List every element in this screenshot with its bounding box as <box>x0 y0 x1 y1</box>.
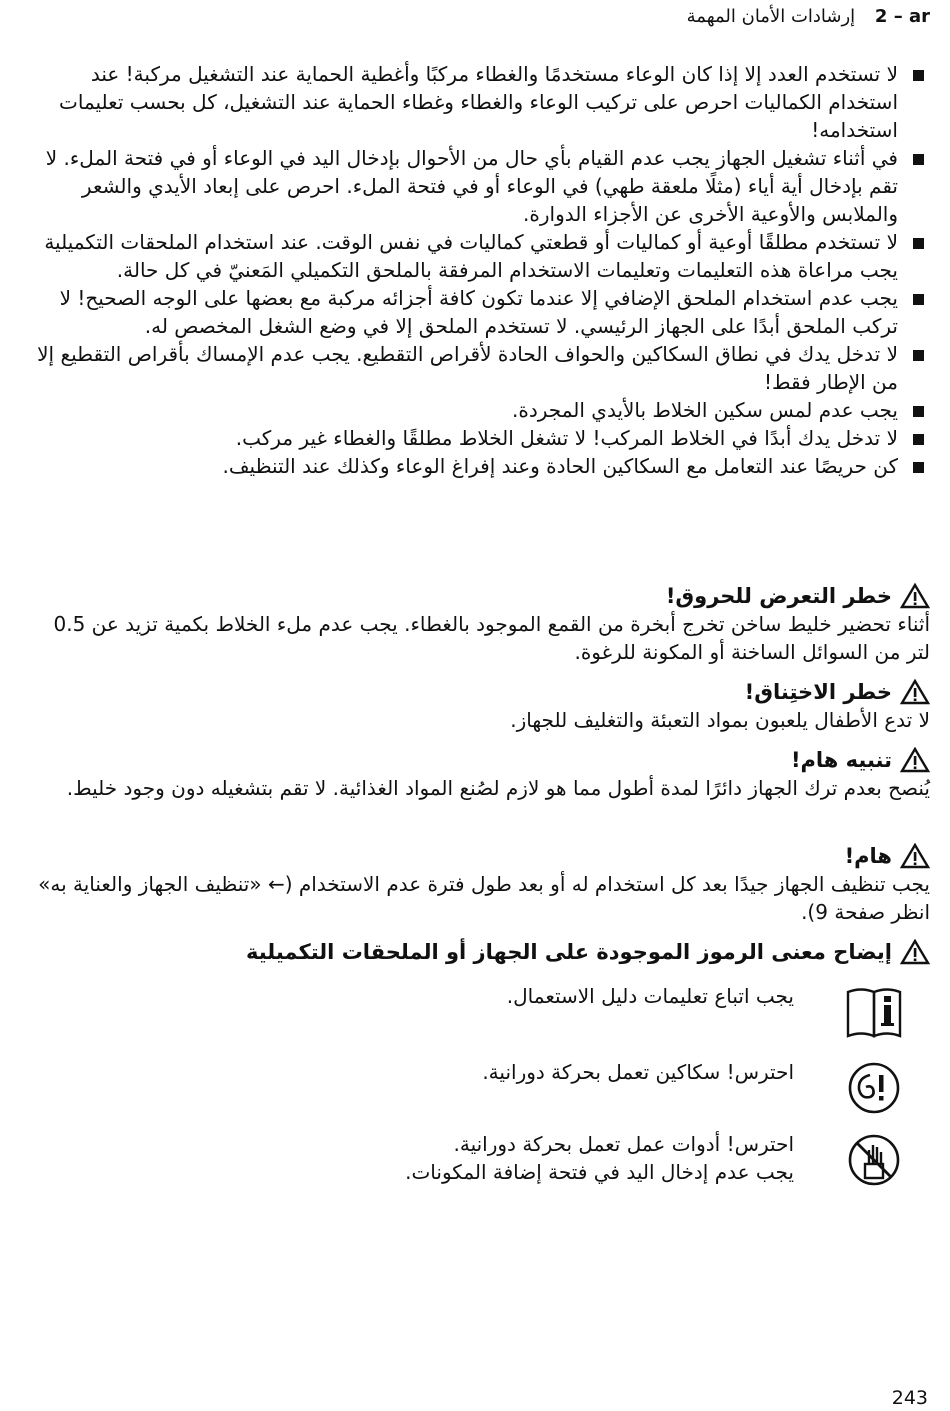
warning-triangle-icon <box>900 939 930 965</box>
bullet-square-icon <box>913 70 924 81</box>
page-number: 243 <box>891 1387 928 1409</box>
symbol-description: احترس! أدوات عمل تعمل بحركة دورانية. يجب عدم إدخال اليد في فتحة إضافة المكونات. <box>405 1132 794 1184</box>
safety-bullet-list <box>30 60 930 480</box>
symbol-description: يجب اتباع تعليمات دليل الاستعمال. <box>506 984 794 1008</box>
page-header <box>30 6 930 30</box>
section-title: إرشادات الأمان المهمة <box>686 6 856 27</box>
symbols-explanation-heading <box>30 938 930 966</box>
suffocation-hazard-warning <box>30 678 930 734</box>
warning-triangle-icon <box>900 583 930 609</box>
cleaning-notice-warning <box>30 842 930 926</box>
warning-title: هام! <box>844 844 892 868</box>
bullet-square-icon <box>913 434 924 445</box>
warning-text: أثناء تحضير خليط ساخن تخرج أبخرة من القمع الموجود بالغطاء. يجب عدم ملء الخلاط بكمية تزيد عن 0.5 لتر من السوائل الساخنة أو المكونة للرغوة. <box>53 612 930 664</box>
warning-title: خطر التعرض للحروق! <box>665 584 892 608</box>
warning-title: تنبيه هام! <box>790 748 892 772</box>
burn-hazard-warning <box>30 582 930 666</box>
warning-triangle-icon <box>900 747 930 773</box>
bullet-square-icon <box>913 406 924 417</box>
bullet-square-icon <box>913 238 924 249</box>
warning-text: لا تدع الأطفال يلعبون بمواد التعبئة والتغليف للجهاز. <box>510 708 930 732</box>
bullet-square-icon <box>913 350 924 361</box>
warning-triangle-icon <box>900 679 930 705</box>
bullet-square-icon <box>913 154 924 165</box>
important-notice-warning <box>30 746 930 802</box>
symbol-description: احترس! سكاكين تعمل بحركة دورانية. <box>482 1060 794 1084</box>
rotating-blades-icon <box>844 1058 904 1118</box>
list-item: يجب عدم استخدام الملحق الإضافي إلا عندما تكون كافة أجزائه مركبة مع بعضها على الوجه الصحيح! لا تركب الملحق أبدًا على الجهاز الرئيسي. لا تستخدم الملحق إلا في وضع الشغل المخصص له. <box>30 284 930 340</box>
manual-info-icon <box>844 982 904 1042</box>
section-number: 2 – ar <box>874 6 930 27</box>
list-item: لا تدخل يدك أبدًا في الخلاط المركب! لا تشغل الخلاط مطلقًا والغطاء غير مركب. <box>30 424 930 452</box>
list-item: لا تدخل يدك في نطاق السكاكين والحواف الحادة لأقراص التقطيع. يجب عدم الإمساك بأقراص التقطيع إلا من الإطار فقط! <box>30 340 930 396</box>
warning-text: يجب تنظيف الجهاز جيدًا بعد كل استخدام له أو بعد طول فترة عدم الاستخدام (← «تنظيف الجهاز والعناية به» انظر صفحة 9). <box>38 872 930 924</box>
list-item: كن حريصًا عند التعامل مع السكاكين الحادة وعند إفراغ الوعاء وكذلك عند التنظيف. <box>30 452 930 480</box>
warning-text: يُنصح بعدم ترك الجهاز دائرًا لمدة أطول مما هو لازم لصُنع المواد الغذائية. لا تقم بتشغيله دون وجود خليط. <box>66 776 930 800</box>
list-item: لا تستخدم مطلقًا أوعية أو كماليات أو قطعتي كماليات في نفس الوقت. عند استخدام الملحقات التكميلية يجب مراعاة هذه التعليمات وتعليمات الاستخدام المرفقة بالملحق التكميلي المَعنيّ في كل حالة. <box>30 228 930 284</box>
list-item: في أثناء تشغيل الجهاز يجب عدم القيام بأي حال من الأحوال بإدخال اليد في الوعاء أو في فتحة الملء. لا تقم بإدخال أية أياء (مثلًا ملعقة طهي) في الوعاء أو في فتحة الملء. احرص على إبعاد الأيدي والشعر والملابس والأوعية الأخرى عن الأجزاء الدوارة. <box>30 144 930 228</box>
no-hand-in-feed-icon <box>844 1130 904 1190</box>
list-item: لا تستخدم العدد إلا إذا كان الوعاء مستخدمًا والغطاء مركبًا وأغطية الحماية عند التشغيل مركبة! عند استخدام الكماليات احرص على تركيب الوعاء والغطاء وغطاء الحماية عند التشغيل، كل بحسب تعليمات استخدامه! <box>30 60 930 144</box>
bullet-square-icon <box>913 462 924 473</box>
warning-title: إيضاح معنى الرموز الموجودة على الجهاز أو الملحقات التكميلية <box>245 940 892 964</box>
bullet-square-icon <box>913 294 924 305</box>
warning-title: خطر الاختِناق! <box>744 680 892 704</box>
warning-triangle-icon <box>900 843 930 869</box>
list-item: يجب عدم لمس سكين الخلاط بالأيدي المجردة. <box>30 396 930 424</box>
